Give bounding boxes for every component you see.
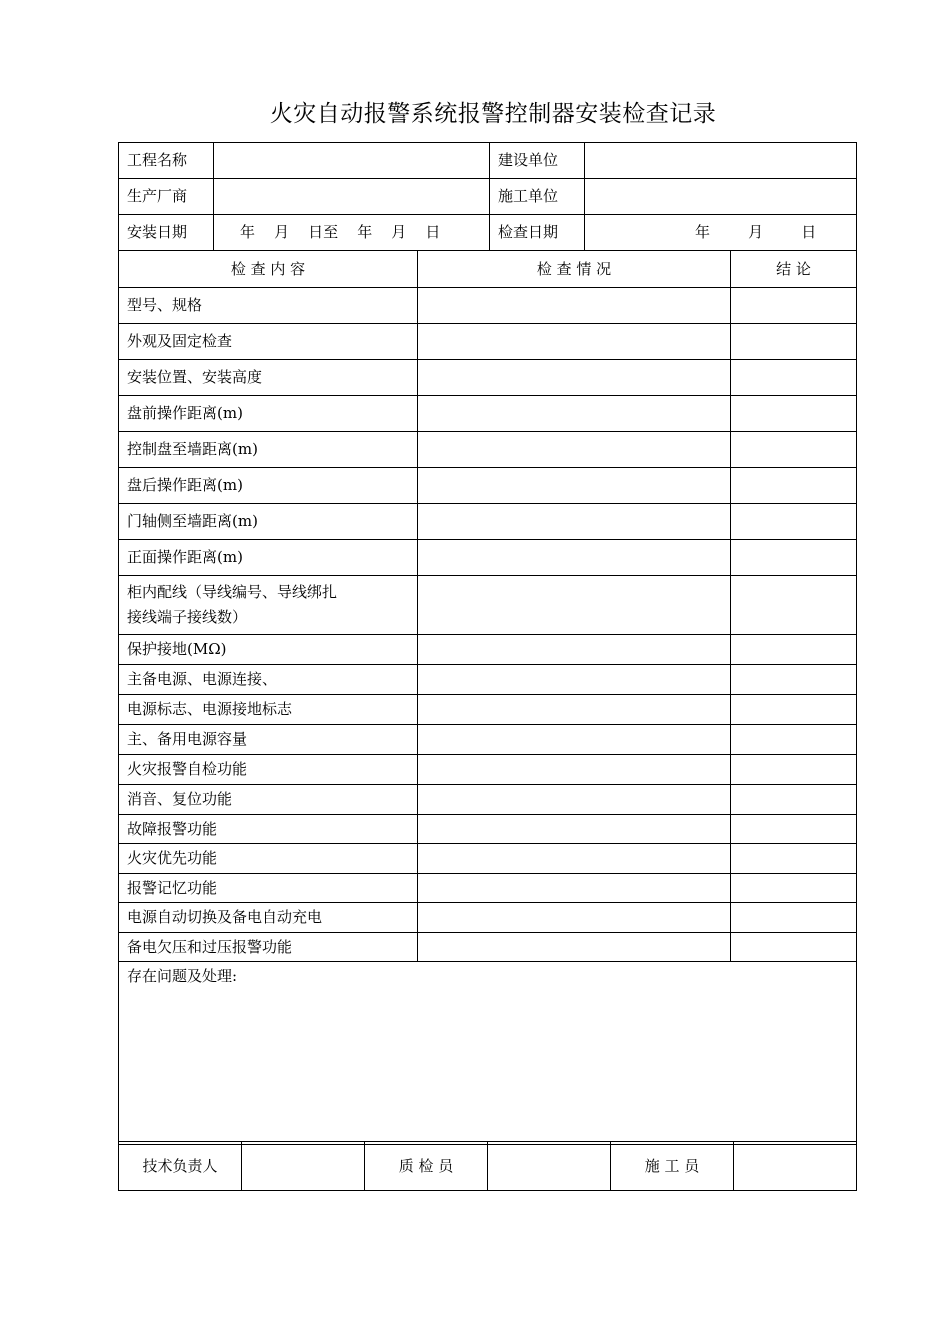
signature-table	[118, 1141, 857, 1191]
inspection-conclusion-field[interactable]	[731, 468, 857, 504]
inspection-situation-field[interactable]	[418, 665, 731, 695]
issues-field[interactable]: 存在问题及处理:	[119, 962, 857, 1145]
column-header-conclusion: 结 论	[731, 251, 857, 288]
inspection-situation-field[interactable]	[418, 360, 731, 396]
inspection-conclusion-field[interactable]	[731, 288, 857, 324]
table-row	[119, 396, 857, 432]
check-date-field[interactable]: 年 月 日	[585, 215, 857, 251]
table-row	[119, 635, 857, 665]
builder-label: 施 工 员	[611, 1142, 734, 1191]
table-row	[119, 504, 857, 540]
inspection-situation-field[interactable]	[418, 324, 731, 360]
inspection-conclusion-field[interactable]	[731, 324, 857, 360]
inspection-table	[118, 250, 857, 1145]
table-row	[119, 665, 857, 695]
inspection-conclusion-field[interactable]	[731, 576, 857, 635]
table-row	[119, 785, 857, 815]
inspection-item-label: 电源自动切换及备电自动充电	[119, 903, 418, 933]
table-row	[119, 903, 857, 933]
inspection-situation-field[interactable]	[418, 903, 731, 933]
manufacturer-label: 生产厂商	[119, 179, 214, 215]
construction-unit-label: 建设单位	[490, 143, 585, 179]
inspection-situation-field[interactable]	[418, 396, 731, 432]
builder-unit-field[interactable]	[585, 179, 857, 215]
issues-row	[119, 962, 857, 1145]
table-row	[119, 360, 857, 396]
inspection-conclusion-field[interactable]	[731, 432, 857, 468]
inspection-item-label: 盘前操作距离(m)	[119, 396, 418, 432]
inspection-situation-field[interactable]	[418, 844, 731, 874]
inspection-conclusion-field[interactable]	[731, 725, 857, 755]
inspection-situation-field[interactable]	[418, 504, 731, 540]
inspection-item-label: 备电欠压和过压报警功能	[119, 933, 418, 962]
tech-lead-label: 技术负责人	[119, 1142, 242, 1191]
construction-unit-field[interactable]	[585, 143, 857, 179]
inspection-item-label: 消音、复位功能	[119, 785, 418, 815]
inspection-item-label: 控制盘至墙距离(m)	[119, 432, 418, 468]
inspection-situation-field[interactable]	[418, 635, 731, 665]
inspection-conclusion-field[interactable]	[731, 933, 857, 962]
inspection-conclusion-field[interactable]	[731, 396, 857, 432]
inspection-conclusion-field[interactable]	[731, 695, 857, 725]
inspection-situation-field[interactable]	[418, 874, 731, 903]
table-row	[119, 432, 857, 468]
manufacturer-field[interactable]	[214, 179, 490, 215]
inspection-item-label: 柜内配线（导线编号、导线绑扎 接线端子接线数）	[119, 576, 418, 635]
install-date-label: 安装日期	[119, 215, 214, 251]
inspection-item-label: 保护接地(MΩ)	[119, 635, 418, 665]
inspection-conclusion-field[interactable]	[731, 540, 857, 576]
table-row	[119, 540, 857, 576]
inspection-situation-field[interactable]	[418, 432, 731, 468]
inspection-situation-field[interactable]	[418, 725, 731, 755]
inspection-situation-field[interactable]	[418, 933, 731, 962]
inspection-conclusion-field[interactable]	[731, 755, 857, 785]
column-header-situation: 检 查 情 况	[418, 251, 731, 288]
inspection-item-label: 主备电源、电源连接、	[119, 665, 418, 695]
inspection-item-label: 主、备用电源容量	[119, 725, 418, 755]
header-info-table	[118, 142, 857, 251]
table-row	[119, 874, 857, 903]
project-row	[119, 143, 857, 179]
manufacturer-row	[119, 179, 857, 215]
inspection-item-label: 盘后操作距离(m)	[119, 468, 418, 504]
table-row	[119, 815, 857, 844]
inspection-table-body	[119, 251, 857, 1145]
inspection-item-label: 报警记忆功能	[119, 874, 418, 903]
inspection-situation-field[interactable]	[418, 815, 731, 844]
signature-row	[119, 1142, 857, 1191]
inspection-conclusion-field[interactable]	[731, 504, 857, 540]
column-header-content: 检 查 内 容	[119, 251, 418, 288]
install-date-field[interactable]: 年 月 日至 年 月 日	[214, 215, 490, 251]
inspection-situation-field[interactable]	[418, 755, 731, 785]
table-row	[119, 468, 857, 504]
inspection-conclusion-field[interactable]	[731, 844, 857, 874]
table-row	[119, 755, 857, 785]
inspection-item-label: 安装位置、安装高度	[119, 360, 418, 396]
page-title: 火灾自动报警系统报警控制器安装检查记录	[269, 101, 717, 127]
inspection-item-label: 正面操作距离(m)	[119, 540, 418, 576]
inspection-conclusion-field[interactable]	[731, 360, 857, 396]
table-row	[119, 725, 857, 755]
inspector-signature-field[interactable]	[488, 1142, 611, 1191]
inspection-conclusion-field[interactable]	[731, 635, 857, 665]
inspection-situation-field[interactable]	[418, 540, 731, 576]
inspection-situation-field[interactable]	[418, 468, 731, 504]
inspection-situation-field[interactable]	[418, 288, 731, 324]
tech-lead-signature-field[interactable]	[242, 1142, 365, 1191]
inspection-conclusion-field[interactable]	[731, 665, 857, 695]
inspection-conclusion-field[interactable]	[731, 815, 857, 844]
table-row	[119, 933, 857, 962]
table-row	[119, 844, 857, 874]
builder-unit-label: 施工单位	[490, 179, 585, 215]
date-row	[119, 215, 857, 251]
check-date-label: 检查日期	[490, 215, 585, 251]
table-row	[119, 695, 857, 725]
inspection-item-label: 火灾报警自检功能	[119, 755, 418, 785]
table-row	[119, 288, 857, 324]
inspector-label: 质 检 员	[365, 1142, 488, 1191]
project-name-field[interactable]	[214, 143, 490, 179]
inspection-item-label: 外观及固定检查	[119, 324, 418, 360]
inspection-conclusion-field[interactable]	[731, 874, 857, 903]
builder-signature-field[interactable]	[734, 1142, 857, 1191]
table-row	[119, 324, 857, 360]
inspection-item-label: 型号、规格	[119, 288, 418, 324]
inspection-conclusion-field[interactable]	[731, 785, 857, 815]
inspection-item-label: 火灾优先功能	[119, 844, 418, 874]
inspection-item-label: 门轴侧至墙距离(m)	[119, 504, 418, 540]
inspection-situation-field[interactable]	[418, 576, 731, 635]
project-name-label: 工程名称	[119, 143, 214, 179]
column-header-row	[119, 251, 857, 288]
table-row	[119, 576, 857, 635]
inspection-situation-field[interactable]	[418, 785, 731, 815]
inspection-item-label: 电源标志、电源接地标志	[119, 695, 418, 725]
inspection-item-label: 故障报警功能	[119, 815, 418, 844]
inspection-situation-field[interactable]	[418, 695, 731, 725]
inspection-conclusion-field[interactable]	[731, 903, 857, 933]
